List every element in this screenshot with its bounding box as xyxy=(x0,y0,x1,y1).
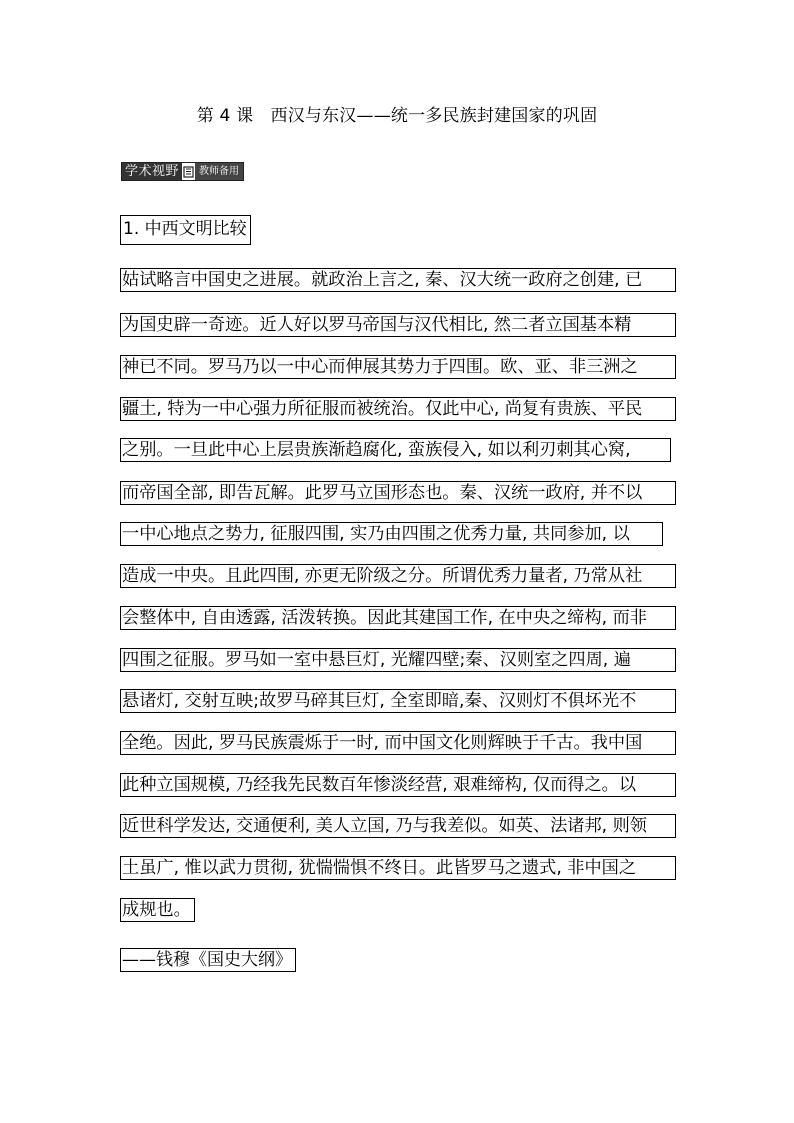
text-line: 为国史辟一奇迹。近人好以罗马帝国与汉代相比, 然二者立国基本精 xyxy=(120,313,676,337)
text-line: 而帝国全部, 即告瓦解。此罗马立国形态也。秦、汉统一政府, 并不以 xyxy=(120,481,676,505)
quote-source: ——钱穆《国史大纲》 xyxy=(120,948,296,972)
text-line: 悬诸灯, 交射互映;故罗马碎其巨灯, 全室即暗,秦、汉则灯不俱坏光不 xyxy=(120,689,676,713)
tag-sub-label: 教师备用 xyxy=(195,163,243,180)
text-line: 全绝。因此, 罗马民族震烁于一时, 而中国文化则辉映于千古。我中国 xyxy=(120,731,676,755)
text-line: 近世科学发达, 交通便利, 美人立国, 乃与我差似。如英、法诸邦, 则领 xyxy=(120,814,676,838)
text-line: 疆土, 特为一中心强力所征服而被统治。仅此中心, 尚复有贵族、平民 xyxy=(120,397,676,421)
text-line: 神已不同。罗马乃以一中心而伸展其势力于四围。欧、亚、非三洲之 xyxy=(120,355,676,379)
book-icon xyxy=(182,163,195,180)
section-heading: 1. 中西文明比较 xyxy=(120,215,251,245)
section-tag xyxy=(121,162,244,181)
text-line: 成规也。 xyxy=(120,898,195,922)
text-line: 姑试略言中国史之进展。就政治上言之, 秦、汉大统一政府之创建, 已 xyxy=(120,268,676,292)
text-line: 之别。一旦此中心上层贵族渐趋腐化, 蛮族侵入, 如以利刃刺其心窝, xyxy=(120,438,671,462)
text-line: 会整体中, 自由透露, 活泼转换。因此其建国工作, 在中央之缔构, 而非 xyxy=(120,606,676,630)
text-line: 此种立国规模, 乃经我先民数百年惨淡经营, 艰难缔构, 仅而得之。以 xyxy=(120,773,676,797)
page-title: 第 4 课 西汉与东汉——统一多民族封建国家的巩固 xyxy=(196,106,598,126)
text-line: 土虽广, 惟以武力贯彻, 犹惴惴惧不终日。此皆罗马之遗式, 非中国之 xyxy=(120,856,676,880)
text-line: 四围之征服。罗马如一室中悬巨灯, 光耀四壁;秦、汉则室之四周, 遍 xyxy=(120,648,676,672)
tag-main-label: 学术视野 xyxy=(122,163,182,180)
text-line: 一中心地点之势力, 征服四围, 实乃由四围之优秀力量, 共同参加, 以 xyxy=(120,522,663,546)
text-line: 造成一中央。且此四围, 亦更无阶级之分。所谓优秀力量者, 乃常从社 xyxy=(120,564,676,588)
